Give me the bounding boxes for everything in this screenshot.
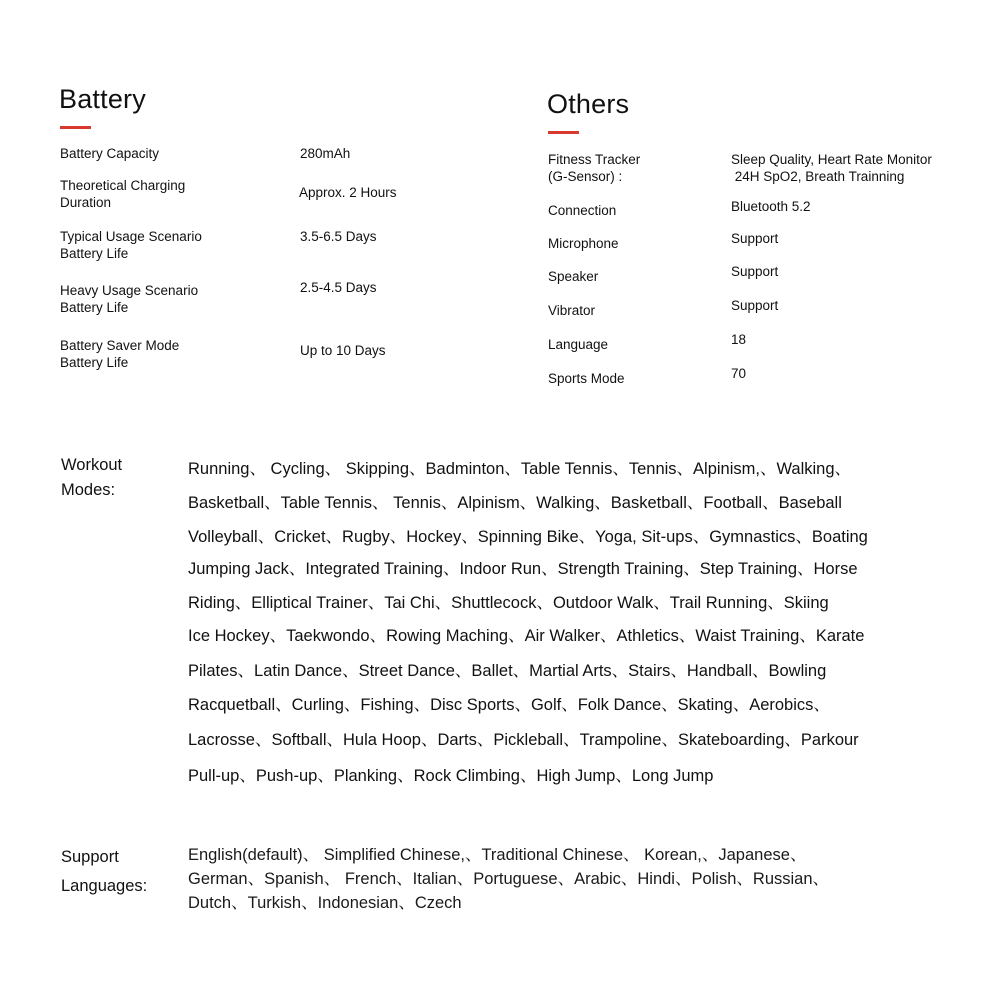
workout-modes-line: Basketball、Table Tennis、 Tennis、Alpinism、Walking、Basketball、Football、Baseball bbox=[188, 494, 842, 512]
heavy-usage-label: Heavy Usage Scenario Battery Life bbox=[60, 283, 199, 315]
workout-modes-line: Ice Hockey、Taekwondo、Rowing Maching、Air Walker、Athletics、Waist Training、Karate bbox=[188, 627, 865, 645]
languages-line: English(default)、 Simplified Chinese,、Traditional Chinese、 Korean,、Japanese、 bbox=[188, 846, 807, 864]
others-accent-bar bbox=[548, 131, 579, 134]
workout-label-line2: Modes: bbox=[61, 481, 116, 499]
battery-title: Battery bbox=[59, 84, 146, 114]
workout-modes-line: Volleyball、Cricket、Rugby、Hockey、Spinning Bike、Yoga, Sit-ups、Gymnastics、Boating bbox=[188, 528, 868, 546]
saver-mode-label: Battery Saver Mode Battery Life bbox=[60, 338, 180, 370]
battery-capacity-label: Battery Capacity bbox=[60, 146, 160, 161]
workout-modes-line: Pilates、Latin Dance、Street Dance、Ballet、Martial Arts、Stairs、Handball、Bowling bbox=[188, 662, 827, 680]
vibrator-label: Vibrator bbox=[548, 303, 596, 318]
typical-usage-value: 3.5-6.5 Days bbox=[300, 229, 377, 244]
saver-mode-value: Up to 10 Days bbox=[300, 343, 386, 358]
workout-modes-line: Pull-up、Push-up、Planking、Rock Climbing、High Jump、Long Jump bbox=[188, 767, 714, 785]
fitness-tracker-value: Sleep Quality, Heart Rate Monitor 24H SpO2, Breath Trainning bbox=[731, 152, 932, 184]
battery-accent-bar bbox=[60, 126, 91, 129]
language-value: 18 bbox=[731, 332, 747, 347]
workout-modes-line: Racquetball、Curling、Fishing、Disc Sports、Golf、Folk Dance、Skating、Aerobics、 bbox=[188, 696, 830, 714]
fitness-tracker-label: Fitness Tracker (G-Sensor) : bbox=[548, 152, 641, 184]
microphone-label: Microphone bbox=[548, 236, 619, 251]
heavy-usage-value: 2.5-4.5 Days bbox=[300, 280, 377, 295]
languages-line: German、Spanish、 French、Italian、Portuguese、Arabic、Hindi、Polish、Russian、 bbox=[188, 870, 830, 888]
sports-mode-label: Sports Mode bbox=[548, 371, 625, 386]
charging-duration-value: Approx. 2 Hours bbox=[299, 185, 397, 200]
languages-label-line1: Support bbox=[61, 848, 119, 866]
support-languages-label bbox=[61, 843, 147, 901]
workout-label-line1: Workout bbox=[61, 456, 123, 474]
others-title: Others bbox=[547, 89, 630, 119]
connection-value: Bluetooth 5.2 bbox=[731, 199, 811, 214]
sports-mode-value: 70 bbox=[731, 366, 747, 381]
languages-line: Dutch、Turkish、Indonesian、Czech bbox=[188, 894, 462, 912]
speaker-label: Speaker bbox=[548, 269, 599, 284]
vibrator-value: Support bbox=[731, 298, 779, 313]
speaker-value: Support bbox=[731, 264, 779, 279]
battery-capacity-value: 280mAh bbox=[300, 146, 351, 161]
connection-label: Connection bbox=[548, 203, 617, 218]
workout-modes-line: Jumping Jack、Integrated Training、Indoor Run、Strength Training、Step Training、Horse bbox=[188, 560, 858, 578]
workout-modes-label bbox=[61, 453, 122, 503]
languages-label-line2: Languages: bbox=[61, 877, 148, 895]
charging-duration-label: Theoretical Charging Duration bbox=[60, 178, 186, 210]
workout-modes-line: Lacrosse、Softball、Hula Hoop、Darts、Pickleball、Trampoline、Skateboarding、Parkour bbox=[188, 731, 859, 749]
workout-modes-line: Running、 Cycling、 Skipping、Badminton、Table Tennis、Tennis、Alpinism,、Walking、 bbox=[188, 460, 852, 478]
typical-usage-label: Typical Usage Scenario Battery Life bbox=[60, 229, 202, 261]
microphone-value: Support bbox=[731, 231, 779, 246]
language-label: Language bbox=[548, 337, 609, 352]
workout-modes-line: Riding、Elliptical Trainer、Tai Chi、Shuttlecock、Outdoor Walk、Trail Running、Skiing bbox=[188, 594, 829, 612]
